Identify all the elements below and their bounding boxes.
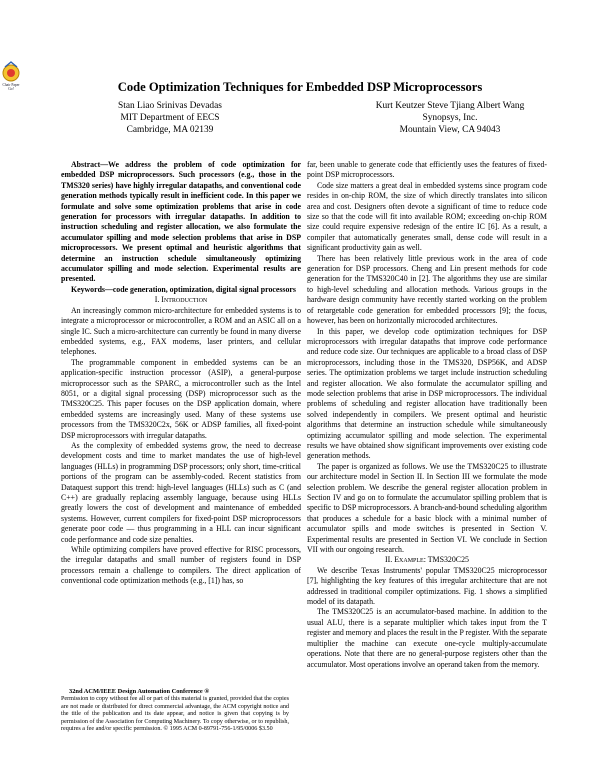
author-location-right: Mountain View, CA 94043 bbox=[399, 125, 501, 135]
example-paragraph: We describe Texas Instruments' popular TMS320C25 microprocessor [7], highlighting the key features of this irregular architecture that are not addressed in traditional compiler optimizations. Fig. 1 shows a simplified model of its datapath. bbox=[307, 565, 547, 607]
body-paragraph: The paper is organized as follows. We use the TMS320C25 to illustrate our architecture model in Section II. In Section III we formulate the mode selection problem. We describe the general register allocation problem in Section IV and go on to formulate the accumulator spilling problem that is specific to DSP microprocessors. A branch-and-bound scheduling algorithm that produces a schedule for a basic block with a minimal number of accumulator spills and mode switches is presented in Section V. Experimental results are presented in Section VI. We conclude in Section VII with our ongoing research. bbox=[307, 461, 547, 555]
section-heading-example: II. Example: TMS320C25 bbox=[385, 555, 469, 565]
body-paragraph: Code size matters a great deal in embedded systems since program code resides in on-chip ROM, the size of which directly translates into silicon area and cost. Designers often devote a significant of time to reduce code size so that the code will fit into available ROM; exceeding on-chip ROM size could require expensive redesign of the entire IC [6]. As a result, a compiler that automatically generates small, dense code will result in a significant productivity gain as well. bbox=[307, 180, 547, 253]
conference-name: 32nd ACM/IEEE Design Automation Conference ® bbox=[69, 688, 210, 695]
footer-permission-block bbox=[61, 688, 289, 733]
section-heading-introduction: I. Introduction bbox=[154, 295, 208, 305]
example-paragraph: The TMS320C25 is an accumulator-based machine. In addition to the usual ALU, there is a separate multiplier which takes input from the T register and memory and places the result in the P register. With the separate multiplier the machine can execute one-cycle multiply-accumulate operations. Note that there are no general-purpose registers other than the accumulator. Most operations involve an operand taken from the memory. bbox=[307, 607, 547, 669]
keywords: Keywords—code generation, optimization, digital signal processors bbox=[71, 284, 296, 294]
intro-paragraph: As the complexity of embedded systems grow, the need to decrease development costs and time to market mandates the use of high-level languages (HLLs) in programming DSP processors; only short, time-critical portions of the program can be assembly-coded. Recent statistics from Dataquest support this trend: high-level languages (HLLs) such as C (and C++) are gradually replacing assembly language, because using HLLs greatly lowers the cost of development and maintenance of embedded systems. However, current compilers for fixed-point DSP microprocessors generate poor code — thus programming in a HLL can incur significant code performance and code size penalties. bbox=[61, 440, 301, 544]
intro-paragraph: While optimizing compilers have proved effective for RISC processors, the irregular datapaths and small number of registers found in DSP processors remain a challenge to compilers. The direct application of conventional code optimization methods (e.g., [1]) has, so bbox=[61, 545, 301, 586]
logo-caption: Chair Paper Go! bbox=[2, 83, 20, 91]
author-affiliation-right: Synopsys, Inc. bbox=[422, 113, 478, 123]
author-affiliation-left: MIT Department of EECS bbox=[120, 113, 220, 123]
intro-paragraph: The programmable component in embedded systems can be an application-specific instruction processor (ASIP), a general-purpose microprocessor such as the SPARC, a microcontroller such as the Intel 8051, or a digital signal processing (DSP) microprocessor such as the TMS320C25. This paper focuses on the DSP application domain, where embedded systems are increasingly used. Many of these systems use processors from the TMS320C2x, 56K or ADSP families, all fixed-point DSP microprocessors with irregular datapaths. bbox=[61, 357, 301, 440]
body-paragraph: In this paper, we develop code optimization techniques for DSP microprocessors with irregular datapaths that improve code performance and reduce code size. Our techniques are applicable to a broad class of DSP microprocessors, including those in the TMS320, DSP56K, and ADSP series. The optimization problems we target include instruction scheduling and register allocation. We also formulate the accumulator spilling and mode selection problems that arise in DSP microprocessors. The individual problems of scheduling and register allocation have traditionally been solved independently in compilers. We present optimal and heuristic algorithms that determine an instruction schedule while simultaneously optimizing accumulator spilling and mode selection. The experimental results we have obtained show significant improvements over existing code generation methods. bbox=[307, 326, 547, 461]
body-paragraph: There has been relatively little previous work in the area of code generation for DSP processors. Cheng and Lin present methods for code generation for the TMS320C40 in [2]. The algorithms they use are similar to high-level scheduling and allocation methods. Various groups in the hardware design community have recently started working on the problem of retargetable code generation for embedded processors [9]; the focus, however, has been on horizontally microcoded architectures. bbox=[307, 253, 547, 326]
author-block-left bbox=[85, 100, 255, 136]
permission-notice: Permission to copy without fee all or part of this material is granted, provided that the copies are not made or distributed for direct commercial advantage, the ACM copyright notice and the title of the publication and its date appear, and notice is given that copying is by permission of the Association for Computing Machinery. To copy otherwise, or to republish, requires a fee and/or specific permission. © 1995 ACM 0-89791-756-1/95/0006 $3.50 bbox=[61, 696, 290, 733]
author-location-left: Cambridge, MA 02139 bbox=[126, 125, 214, 135]
left-column bbox=[61, 160, 301, 587]
right-column bbox=[307, 160, 547, 670]
author-names-right: Kurt Keutzer Steve Tjiang Albert Wang bbox=[375, 101, 525, 111]
abstract: Abstract—We address the problem of code optimization for embedded DSP microprocessors. Such processors (e.g., those in the TMS320 series) have highly irregular datapaths, and conventional code generation methods typically result in inefficient code. In this paper we formulate and solve some optimization problems that arise in code generation for processors with irregular datapaths. In addition to instruction scheduling and register allocation, we also formulate the accumulator spilling and mode selection problems that arise in DSP microprocessors. We present optimal and heuristic algorithms that determine an instruction schedule simultaneously optimizing accumulator spilling and mode selection. Experimental results are presented. bbox=[61, 160, 301, 284]
intro-paragraph: An increasingly common micro-architecture for embedded systems is to integrate a microprocessor or microcontroller, a ROM and an ASIC all on a single IC. Such a micro-architecture can currently be found in many diverse embedded systems, e.g., FAX modems, laser printers, and cellular telephones. bbox=[61, 305, 301, 357]
author-names-left: Stan Liao Srinivas Devadas bbox=[118, 101, 222, 111]
paper-title: Code Optimization Techniques for Embedded DSP Microprocessors bbox=[117, 80, 483, 94]
body-paragraph: far, been unable to generate code that efficiently uses the features of fixed-point DSP microprocessors. bbox=[307, 160, 547, 180]
author-block-right bbox=[345, 100, 555, 136]
